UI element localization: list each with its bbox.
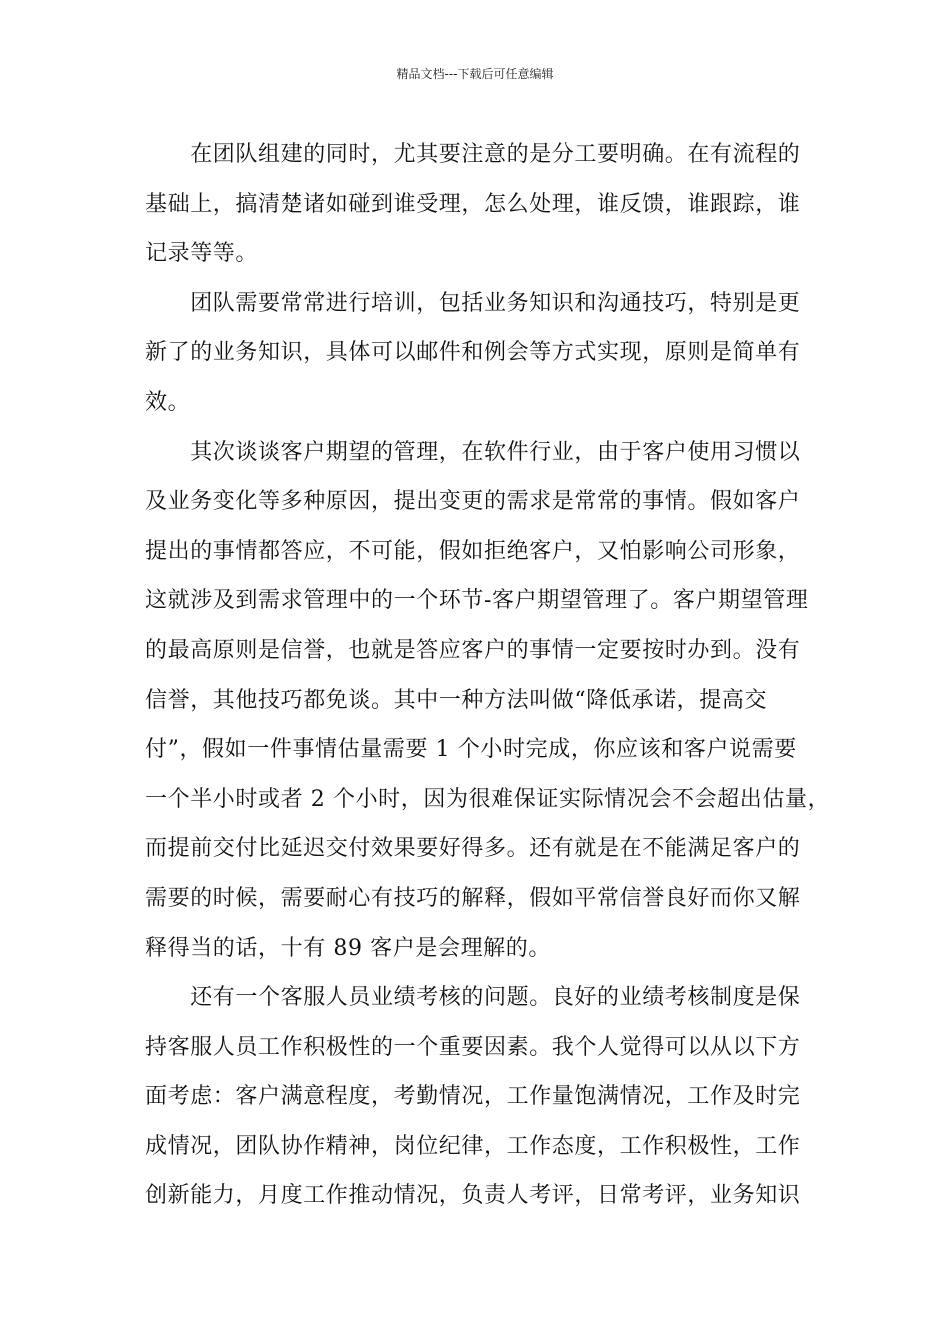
text-line: 这就涉及到需求管理中的一个环节-客户期望管理了。客户期望管理: [145, 588, 809, 614]
text-line: 一个半小时或者 2 个小时，因为很难保证实际情况会不会超出估量，: [145, 786, 831, 812]
paragraph-customer-expectations: [145, 428, 831, 974]
paragraph-performance-review: [145, 973, 810, 1221]
document-body: [145, 130, 831, 1221]
text-line: 释得当的话，十有 89 客户是会理解的。: [145, 935, 551, 961]
text-line: 需要的时候，需要耐心有技巧的解释，假如平常信誉良好而你又解: [145, 885, 801, 911]
text-line: 创新能力，月度工作推动情况，负责人考评，日常考评，业务知识: [145, 1183, 801, 1209]
text-line: 信誉，其他技巧都免谈。其中一种方法叫做“降低承诺，提高交: [145, 687, 768, 713]
paragraph-team-training: [145, 279, 810, 428]
text-line: 成情况，团队协作精神，岗位纪律，工作态度，工作积极性，工作: [145, 1133, 801, 1159]
text-line: 其次谈谈客户期望的管理，在软件行业，由于客户使用习惯以: [145, 439, 801, 465]
text-line: 付”，假如一件事情估量需要 1 个小时完成，你应该和客户说需要: [145, 737, 797, 763]
text-line: 记录等等。: [145, 241, 259, 267]
paragraph-team-division: [145, 130, 810, 279]
text-line: 新了的业务知识，具体可以邮件和例会等方式实现，原则是简单有: [145, 340, 801, 366]
text-line: 面考虑：客户满意程度，考勤情况，工作量饱满情况，工作及时完: [145, 1084, 801, 1110]
text-line: 团队需要常常进行培训，包括业务知识和沟通技巧，特别是更: [145, 290, 801, 316]
text-line: 效。: [145, 389, 191, 415]
text-line: 及业务变化等多种原因，提出变更的需求是常常的事情。假如客户: [145, 489, 801, 515]
text-line: 而提前交付比延迟交付效果要好得多。还有就是在不能满足客户的: [145, 836, 801, 862]
page-header: 精品文档---下载后可任意编辑: [396, 67, 554, 81]
text-line: 持客服人员工作积极性的一个重要因素。我个人觉得可以从以下方: [145, 1034, 801, 1060]
text-line: 的最高原则是信誉，也就是答应客户的事情一定要按时办到。没有: [145, 637, 801, 663]
text-line: 在团队组建的同时，尤其要注意的是分工要明确。在有流程的: [145, 142, 801, 167]
text-line: 基础上，搞清楚诸如碰到谁受理，怎么处理，谁反馈，谁跟踪，谁: [145, 191, 801, 217]
text-line: 还有一个客服人员业绩考核的问题。良好的业绩考核制度是保: [145, 985, 801, 1011]
text-line: 提出的事情都答应，不可能，假如拒绝客户，又怕影响公司形象，: [145, 538, 801, 564]
